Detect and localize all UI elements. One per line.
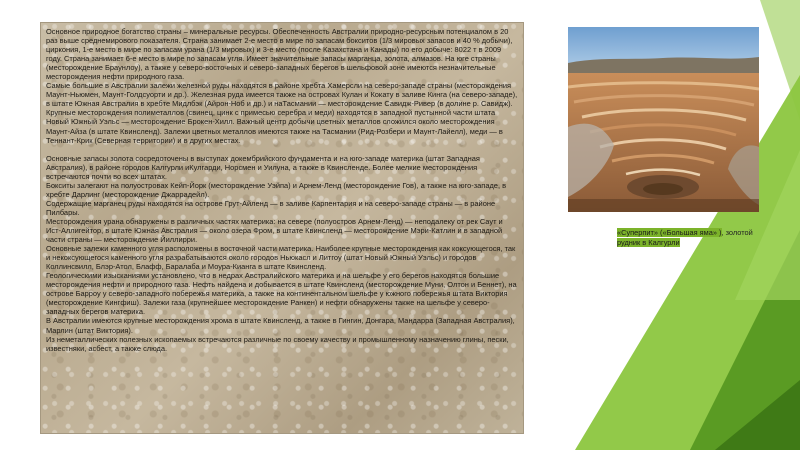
paragraph-oil-gas: Геологическими изысканиями установлено, что в недрах Австралийского материка и на шельфе у его берегов находятся большие месторождения нефти и природного газа. Нефть найдена и добывается в штате Квинсленд (месторождение Муни, Олтон и Беннет), на острове Барроу у северо-западного побережья материка, а также на континентальном шельфе у южного побережья штата Виктория (месторождение Кингфиш). Залежи газа (крупнейшее месторождение Ранкен) и нефти обнаружены также на шельфе у северо-западных берегов материка.: [46, 271, 517, 317]
caption-text-1: , золотой: [721, 228, 753, 237]
open-pit-mine-image: [568, 27, 759, 212]
paragraph-manganese: Содержащие марганец руды находятся на острове Грут-Айленд — в заливе Карпентария и на северо-западе страны — в районе Пилбары.: [46, 198, 496, 217]
paragraph-polymetals: Крупные месторождения полиметаллов (свинец, цинк с примесью серебра и меди) находятся в западной пустынной части штата Новый Южный Уэльс — месторождение Брокен-Хилл. Важный центр добычи цветных металлов сложился около месторождения Маунт-Айза (в штате Квинсленд). Залежи цветных металлов имеются также на Тасмании (Рид-Розбери и Маунт-Лайелл), меди — в Теннант-Крик (Северная территории) и в других местах.: [46, 108, 503, 145]
paragraph-chrome: В Австралии имеются крупные месторождения хрома в штате Квинсленд, а также в Гингин, Донгара, Мандарра (Западная Австралия), Марлин (штат Виктория).: [46, 316, 515, 335]
paragraph-coal: Основные залежи каменного угля расположены в восточной части материка. Наиболее крупные месторождения как коксующегося, так и некоксующегося каменного угля разрабатываются около городов Ньюкасл и Литгоу (штат Новый Южный Уэльс) и городов Коллинсвилл, Блэр-Атол, Блафф, Баралаба и Моура-Кианга в штате Квинсленд.: [46, 244, 516, 272]
paragraph-iron-ore: Самые большие в Австралии залежи железной руды находятся в районе хребта Хамерсли на северо-западе страны (месторождения Маунт-Ньюмен, Маунт-Голдсуорти и др.). Железная руда имеется также на островах Кулан и Кокату в заливе Кинга (на северо-западе), в штате Южная Австралия в хребте Мидлбэк (Айрон-Ноб и др.) и наТасмании — месторождение Савидж-Ривер (в долине р. Савидж).: [46, 81, 518, 109]
paragraph-gold: Основные запасы золота сосредоточены в выступах докембрийского фундамента и на юго-западе материка (штат Западная Австралия), в районе городов Калгурли иКулгарди, Норсмен и Уилуна, а также в Квинсленде. Более мелкие месторождения встречаются почти во всех штатах.: [46, 153, 480, 181]
paragraph-intro: Основное природное богатство страны – минеральные ресурсы. Обеспеченность Австралии природно-ресурсным потенциалом в 20 раз выше среднемирового показателя. Страна занимает 2-е место в мире по запасам бокситов (1/3 мировых запасов и 40 % добычи), циркония, 1-е место в мире по запасам урана (1/3 мировых) и 3-е место (после Казахстана и Канады) по его добыче: 8022 т в 2009 году. Страна занимает 6-е место в мире по запасам угля. Имеет значительные запасы марганца, золота, алмазов. На юге страны (месторождение Браунлоу), а также у северо-восточных и северо-западных берегов в шельфовой зоне имеются незначительные месторождения нефти природного газа.: [46, 27, 513, 82]
main-text-box: [40, 22, 524, 434]
paragraph-nonmetals: Из неметаллических полезных ископаемых встречаются различные по своему качеству и промышленному назначению глины, пески, известняки, асбест, а также слюда.: [46, 334, 509, 353]
paragraph-bauxite: Бокситы залегают на полуостровах Кейп-Йорк (месторождение Уэйпа) и Арнем-Ленд (месторождение Гов), а также на юго-западе, в хребте Дарлинг (месторождение Джаррадейл).: [46, 180, 507, 199]
paragraph-gap: [46, 145, 518, 154]
deco-triangle-top: [760, 0, 800, 120]
caption-highlight-1: «Суперпит» («Большая яма» ): [617, 228, 722, 237]
mine-photo: [568, 27, 759, 212]
photo-caption: [617, 228, 787, 248]
paragraph-uranium: Месторождения урана обнаружены в различных частях материка: на севере (полуостров Арнем-Ленд) — неподалеку от рек Саут и Ист-Аллигейтор, в штате Южная Австралия — около озера Фром, в штате Квинсленд — месторождение Мэри-Катлин и в западной части страны — месторождение Йиллирри.: [46, 216, 503, 245]
caption-highlight-2: рудник в Калгурли: [617, 238, 680, 247]
